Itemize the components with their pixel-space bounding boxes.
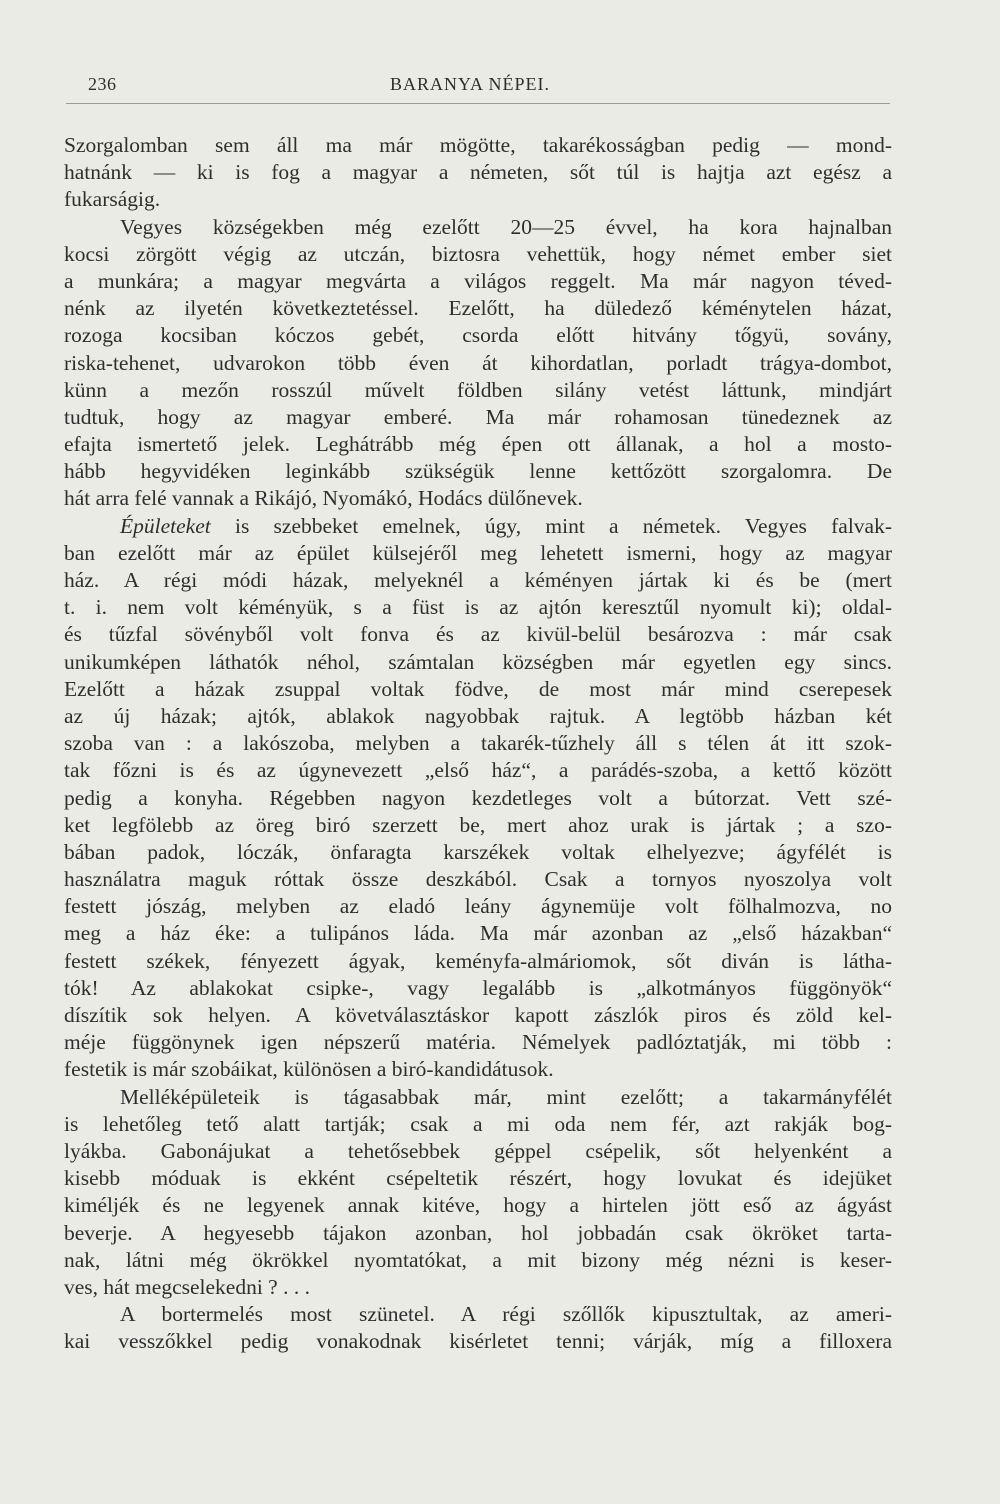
text-line: is lehetőleg tető alatt tartják; csak a mi oda nem fér, azt rakják bog-: [64, 1111, 892, 1136]
text-line: a munkára; a magyar megvárta a világos reggelt. Ma már nagyon téved-: [64, 268, 892, 293]
text-line: künn a mezőn rosszúl művelt földben silány vetést láttunk, mindjárt: [64, 377, 892, 402]
text-line: riska-tehenet, udvarokon több éven át kihordatlan, porladt trágya-dombot,: [64, 350, 892, 375]
text-line: fukarságig.: [64, 187, 161, 212]
text-line: kisebb móduak is ekként csépeltetik részért, hogy lovukat és idejüket: [64, 1166, 892, 1191]
italic-lead-word: Épületeket: [120, 513, 211, 538]
text-line: kai vesszőkkel pedig vonakodnak kisérletet tenni; várják, míg a filloxera: [64, 1329, 892, 1354]
text-line: hatnánk — ki is fog a magyar a németen, sőt túl is hajtja azt egész a: [64, 160, 892, 185]
text-line: unikumképen láthatók néhol, számtalan községben már egyetlen egy sincs.: [64, 649, 892, 674]
text-line: rozoga kocsiban kóczos gebét, csorda előtt hitvány tőgyü, sovány,: [64, 323, 892, 348]
text-line: lyákba. Gabonájukat a tehetősebbek géppel csépelik, sőt helyenként a: [64, 1138, 892, 1163]
text-line: t. i. nem volt kéményük, s a füst is az ajtón keresztűl nyomult ki); oldal-: [64, 595, 892, 620]
text-line: festett jószág, melyben az eladó leány ágynemüje volt fölhalmozva, no: [64, 894, 892, 919]
text-line: Szorgalomban sem áll ma már mögötte, takarékosságban pedig — mond-: [64, 133, 892, 157]
text-line: Vegyes községekben még ezelőtt 20—25 évvel, ha kora hajnalban: [120, 214, 892, 239]
page-header: [88, 74, 892, 98]
text-line: nak, látni még ökrökkel nyomtatókat, a mit bizony még nézni is keser-: [64, 1247, 892, 1272]
text-line: tak főzni is és az úgynevezett „első ház“, a parádés-szoba, a kettő között: [64, 758, 892, 783]
text-line: pedig a konyha. Régebben nagyon kezdetleges volt a bútorzat. Vett szé-: [64, 785, 892, 810]
line-text: is szebbeket emelnek, úgy, mint a németek. Vegyes falvak-: [234, 513, 892, 538]
text-line: efajta ismertető jelek. Leghátrább még épen ott állanak, a hol a mosto-: [64, 432, 892, 457]
text-line: ház. A régi módi házak, melyeknél a kéményen jártak ki és be (mert: [64, 568, 892, 592]
text-line: kocsi zörgött végig az utczán, biztosra vehettük, hogy német ember siet: [64, 241, 892, 266]
text-line: szoba van : a lakószoba, melyben a takarék-tűzhely áll s télen át itt szok-: [64, 731, 892, 756]
text-line: hább hegyvidéken leginkább szükségük lenne kettőzött szorgalomra. De: [64, 459, 892, 484]
text-line: hát arra felé vannak a Rikájó, Nyomákó, Hodács dülőnevek.: [64, 486, 583, 511]
text-line: [64, 513, 892, 540]
text-line: ves, hát megcselekedni ? . . .: [64, 1274, 310, 1299]
text-line: díszítik sok helyen. A követválasztáskor kapott zászlók piros és zöld kel-: [64, 1003, 892, 1027]
text-line: méje függönynek igen népszerű matéria. Némelyek padlóztatják, mi több :: [64, 1030, 892, 1055]
running-head: BARANYA NÉPEI.: [390, 74, 551, 94]
text-line: használatra maguk róttak össze deszkából. Csak a tornyos nyoszolya volt: [64, 867, 892, 892]
text-line: nénk az ilyetén következtetéssel. Ezelőtt, ha düledező kéménytelen házat,: [64, 296, 892, 321]
text-line: ket legfölebb az öreg biró szerzett be, mert ahoz urak is jártak ; a szo-: [64, 812, 892, 837]
text-line: meg a ház éke: a tulipános láda. Ma már azonban az „első házakban“: [64, 921, 892, 946]
header-rule: [66, 103, 890, 104]
text-line: Ezelőtt a házak zsuppal voltak födve, de most már mind cserepesek: [64, 676, 892, 701]
text-line: A bortermelés most szünetel. A régi szőllők kipusztultak, az ameri-: [120, 1302, 892, 1327]
text-line: kiméljék és ne legyenek annak kitéve, hogy a hirtelen jött eső az ágyást: [64, 1193, 892, 1218]
text-line: és tűzfal sövényből volt fonva és az kivül-belül besározva : már csak: [64, 622, 892, 647]
text-line: festetik is már szobáikat, különösen a biró-kandidátusok.: [64, 1057, 554, 1082]
text-line: festett székek, fényezett ágyak, keményfa-almáriomok, sőt diván is látha-: [64, 948, 892, 973]
body-text: [64, 132, 892, 1355]
text-line: tudtuk, hogy az magyar emberé. Ma már rohamosan tünedeznek az: [64, 404, 892, 429]
text-line: ban ezelőtt már az épület külsejéről meg lehetett ismerni, hogy az magyar: [64, 540, 892, 565]
text-line: az új házak; ajtók, ablakok nagyobbak rajtuk. A legtöbb házban két: [64, 703, 892, 728]
text-line: Melléképületeik is tágasabbak már, mint ezelőtt; a takarmányfélét: [120, 1084, 892, 1109]
text-line: tók! Az ablakokat csipke-, vagy legalább is „alkotmányos függönyök“: [64, 975, 892, 1000]
page-number: 236: [88, 74, 117, 94]
text-line: bában padok, lóczák, önfaragta karszékek voltak elhelyezve; ágyfélét is: [64, 839, 892, 864]
text-line: beverje. A hegyesebb tájakon azonban, hol jobbadán csak ökröket tarta-: [64, 1220, 892, 1245]
